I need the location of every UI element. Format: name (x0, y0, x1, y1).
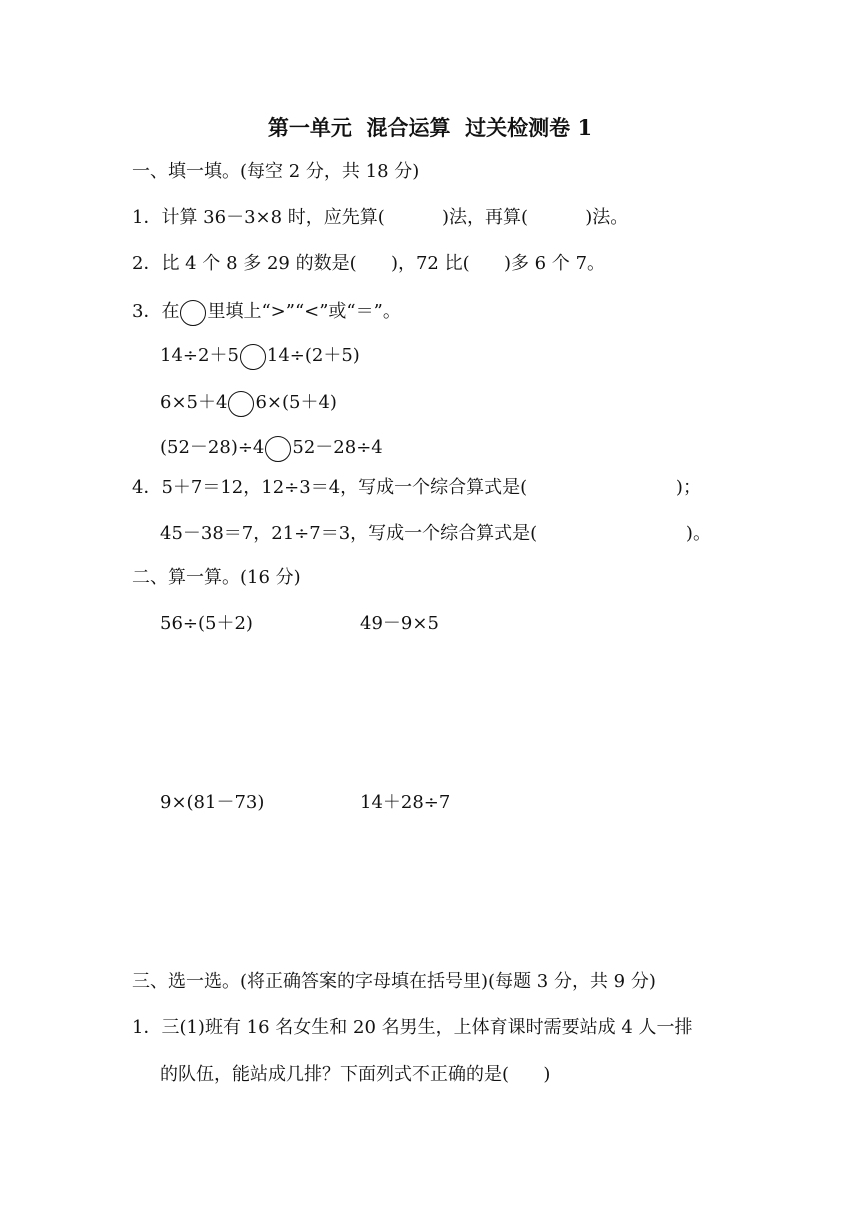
calc-item: 9×(81－73) (160, 792, 265, 813)
compare-left: (52－28)÷4 (160, 437, 265, 458)
calc-item: 14＋28÷7 (360, 792, 451, 813)
compare-circle-icon[interactable] (265, 436, 291, 462)
compare-row-2 (160, 391, 337, 417)
compare-left: 14÷2＋5 (160, 345, 239, 366)
section1-heading: 一、填一填。(每空 2 分，共 18 分) (132, 161, 420, 182)
question-3-1-line2: 的队伍，能站成几排？下面列式不正确的是( ) (160, 1064, 551, 1085)
calc-item: 56÷(5＋2) (160, 613, 253, 634)
compare-circle-icon[interactable] (240, 344, 266, 370)
page-title: 第一单元 混合运算 过关检测卷 1 (267, 115, 593, 140)
question-1-1: 1．计算 36－3×8 时，应先算( )法，再算( )法。 (132, 207, 629, 228)
compare-right: 52－28÷4 (292, 437, 383, 458)
question-1-3 (132, 300, 401, 326)
question-3-1-line1: 1．三(1)班有 16 名女生和 20 名男生，上体育课时需要站成 4 人一排 (132, 1017, 693, 1038)
compare-row-1 (160, 344, 360, 370)
compare-right: 6×(5＋4) (255, 392, 337, 413)
compare-right: 14÷(2＋5) (266, 345, 360, 366)
section3-heading: 三、选一选。(将正确答案的字母填在括号里)(每题 3 分，共 9 分) (132, 971, 656, 992)
compare-circle-icon[interactable] (228, 391, 254, 417)
answer-circle-icon (180, 300, 206, 326)
question-1-2: 2．比 4 个 8 多 29 的数是( )，72 比( )多 6 个 7。 (132, 253, 606, 274)
question-1-4-line2: 45－38＝7，21÷7＝3，写成一个综合算式是( )。 (160, 523, 711, 544)
question-1-3-suffix: 里填上“>”“<”或“＝”。 (207, 301, 401, 322)
question-1-4-line1: 4．5＋7＝12，12÷3＝4，写成一个综合算式是( )； (132, 477, 701, 498)
section2-heading: 二、算一算。(16 分) (132, 567, 301, 588)
calc-item: 49－9×5 (360, 613, 439, 634)
compare-left: 6×5＋4 (160, 392, 228, 413)
compare-row-3 (160, 436, 383, 462)
question-1-3-prefix: 3．在 (132, 301, 180, 322)
